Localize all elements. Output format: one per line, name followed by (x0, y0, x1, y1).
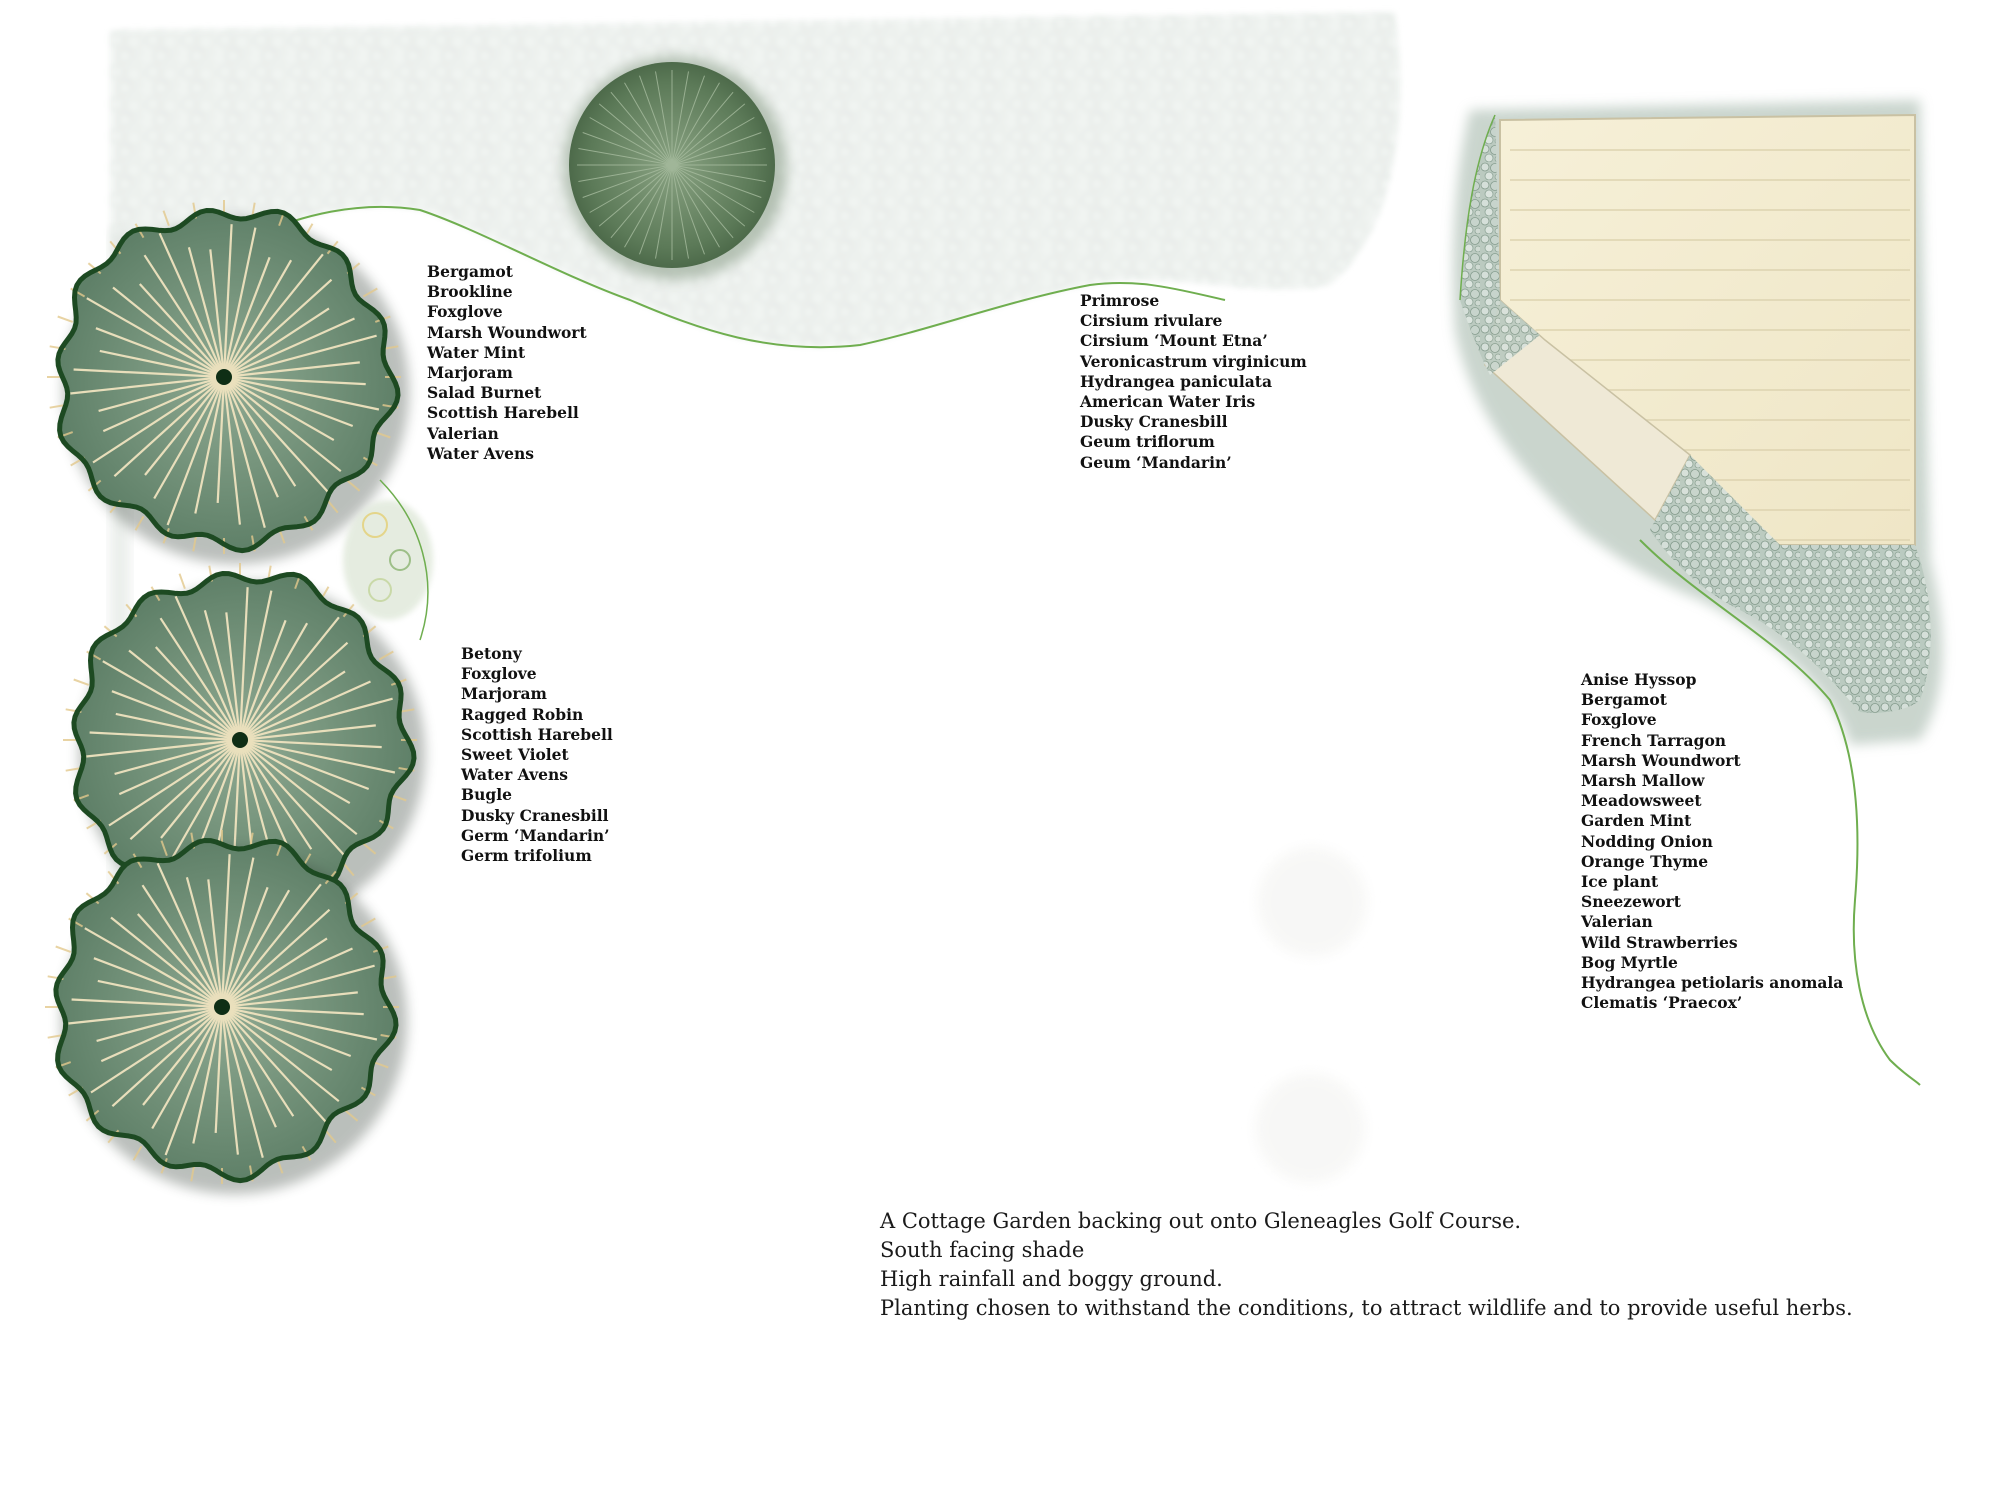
plant-item: Orange Thyme (1581, 851, 1709, 871)
plant-item: Geum ‘Mandarin’ (1080, 452, 1232, 472)
plant-item: Cirsium rivulare (1080, 311, 1223, 331)
large-tree-top (47, 200, 409, 564)
plant-item: Scottish Harebell (427, 403, 579, 423)
plant-item: Scottish Harebell (461, 724, 613, 744)
plant-item: Salad Burnet (427, 383, 542, 403)
plant-item: Marsh Mallow (1581, 771, 1705, 791)
plant-item: Anise Hyssop (1581, 670, 1697, 689)
plant-item: Geum triflorum (1080, 432, 1215, 452)
decking-area (1453, 100, 1942, 745)
plant-item: Bugle (461, 785, 512, 805)
plant-item: Valerian (427, 423, 499, 443)
description-line: A Cottage Garden backing out onto Gleneagles Golf Course. (880, 1209, 1522, 1233)
plant-list-border-right (1581, 670, 1843, 1013)
plant-item: Marsh Woundwort (1581, 750, 1741, 770)
plant-item: Germ trifolium (461, 846, 592, 866)
plant-list-tree-top (427, 262, 587, 464)
plant-item: Sneezewort (1581, 892, 1681, 912)
plant-list-tree-middle (461, 644, 613, 866)
faint-circle (1255, 1073, 1365, 1183)
plant-item: French Tarragon (1581, 730, 1727, 750)
plant-item: Marsh Woundwort (427, 322, 587, 342)
plant-item: Bergamot (1581, 690, 1667, 710)
garden-description (880, 1207, 1853, 1323)
plant-item: Valerian (1581, 912, 1653, 932)
plant-item: Ragged Robin (461, 704, 584, 724)
plant-item: Cirsium ‘Mount Etna’ (1080, 331, 1268, 351)
plant-item: American Water Iris (1080, 392, 1256, 412)
plant-item: Betony (461, 644, 522, 663)
plant-item: Meadowsweet (1581, 791, 1702, 811)
small-tree (563, 56, 787, 280)
plant-item: Ice plant (1581, 872, 1659, 892)
plant-item: Water Avens (427, 443, 534, 463)
plant-item: Primrose (1080, 291, 1160, 310)
plant-item: Foxglove (461, 664, 537, 684)
plant-item: Marjoram (427, 363, 513, 383)
plant-item: Garden Mint (1581, 811, 1692, 831)
description-line: Planting chosen to withstand the conditions, to attract wildlife and to provide useful herbs. (880, 1296, 1853, 1320)
plant-item: Clematis ‘Praecox’ (1581, 993, 1743, 1013)
plant-item: Foxglove (1581, 710, 1657, 730)
plant-item: Sweet Violet (461, 745, 569, 765)
plant-item: Wild Strawberries (1581, 932, 1738, 952)
plant-item: Veronicastrum virginicum (1080, 351, 1307, 371)
plant-item: Nodding Onion (1581, 831, 1713, 851)
plant-item: Dusky Cranesbill (1080, 412, 1228, 432)
plant-item: Bog Myrtle (1581, 952, 1678, 972)
description-line: High rainfall and boggy ground. (880, 1267, 1223, 1291)
plant-item: Hydrangea petiolaris anomala (1581, 973, 1844, 993)
faint-circle (1257, 847, 1367, 957)
plant-item: Marjoram (461, 684, 547, 704)
plant-list-border-centre (1080, 291, 1307, 473)
plant-item: Dusky Cranesbill (461, 805, 609, 825)
plant-item: Water Mint (427, 342, 526, 362)
plant-item: Brookline (427, 282, 513, 302)
plant-item: Bergamot (427, 262, 513, 281)
plant-item: Hydrangea paniculata (1080, 371, 1272, 391)
plant-item: Foxglove (427, 302, 503, 322)
description-line: South facing shade (880, 1238, 1085, 1262)
plant-item: Water Avens (461, 765, 568, 785)
plant-item: Germ ‘Mandarin’ (461, 825, 610, 845)
